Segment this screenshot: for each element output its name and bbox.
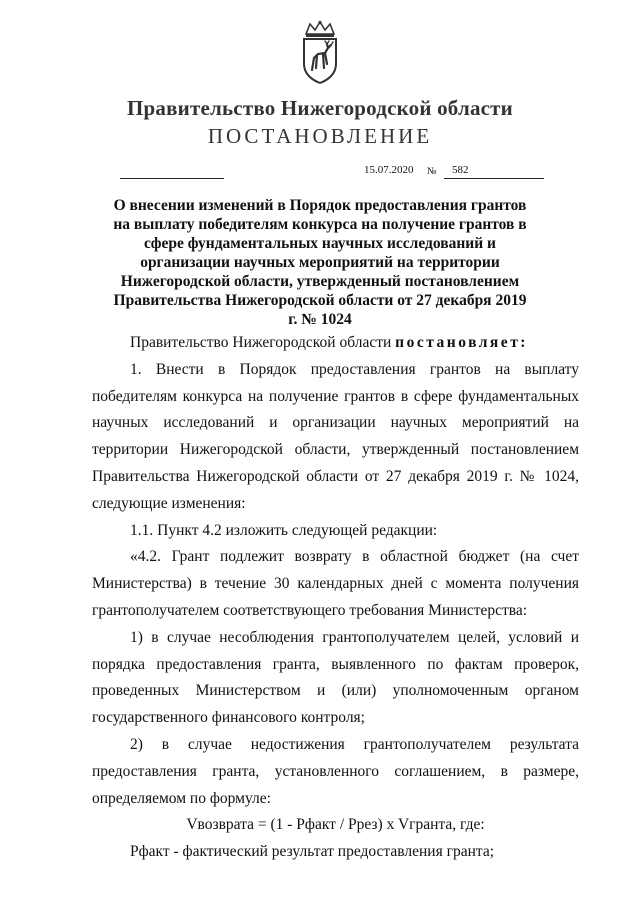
document-kind: ПОСТАНОВЛЕНИЕ: [207, 124, 433, 148]
document-date: 15.07.2020: [364, 164, 414, 176]
formula: Vвозврата = (1 - Рфакт / Ррез) x Vгранта, где:: [186, 816, 485, 834]
list-item-2: 2) в случае недостижения грантополучателем результата предоставления гранта, установленного соглашением, в размере, определяемом по формуле:: [92, 735, 579, 807]
number-underline: [444, 178, 544, 179]
date-blank-line: [120, 178, 224, 179]
coat-of-arms-icon: [298, 20, 342, 84]
paragraph-1: 1. Внести в Порядок предоставления грантов на выплату победителям конкурса на получение грантов в сфере фундаментальных научных исследований и организации научных мероприятий на территории Нижегородской области, утвержденный постановлением Правительства Нижегородской области от 27 декабря 2019 г. № 1024, следующие изменения:: [92, 360, 579, 512]
government-name: Правительство Нижегородской области: [127, 96, 513, 120]
intro-paragraph: [92, 330, 579, 357]
list-item-1: 1) в случае несоблюдения грантополучателем целей, условий и порядка предоставления гранта, выявленного по фактам проверок, проведенных Министерством и (или) уполномоченным органом государственного финансового контроля;: [92, 628, 579, 727]
document-body: [92, 330, 579, 866]
document-number: 582: [452, 164, 469, 176]
definition-rfact: Рфакт - фактический результат предоставления гранта;: [130, 843, 495, 861]
paragraph-4-2: «4.2. Грант подлежит возврату в областной бюджет (на счет Министерства) в течение 30 календарных дней с момента получения грантополучателем соответствующего требования Министерства:: [92, 548, 579, 619]
paragraph-1-1: 1.1. Пункт 4.2 изложить следующей редакции:: [130, 521, 438, 539]
intro-verb: постановляет:: [395, 334, 528, 351]
number-sign: №: [427, 166, 437, 177]
intro-lead: Правительство Нижегородской области: [130, 334, 396, 351]
document-heading: О внесении изменений в Порядок предоставления грантов на выплату победителям конкурса на получение грантов в сфере фундаментальных научных исследований и организации научных мероприятий на территории Нижегородской области, утвержденный постановлением Правительства Нижегородской области от 27 декабря 2019 г. № 1024: [113, 197, 527, 328]
